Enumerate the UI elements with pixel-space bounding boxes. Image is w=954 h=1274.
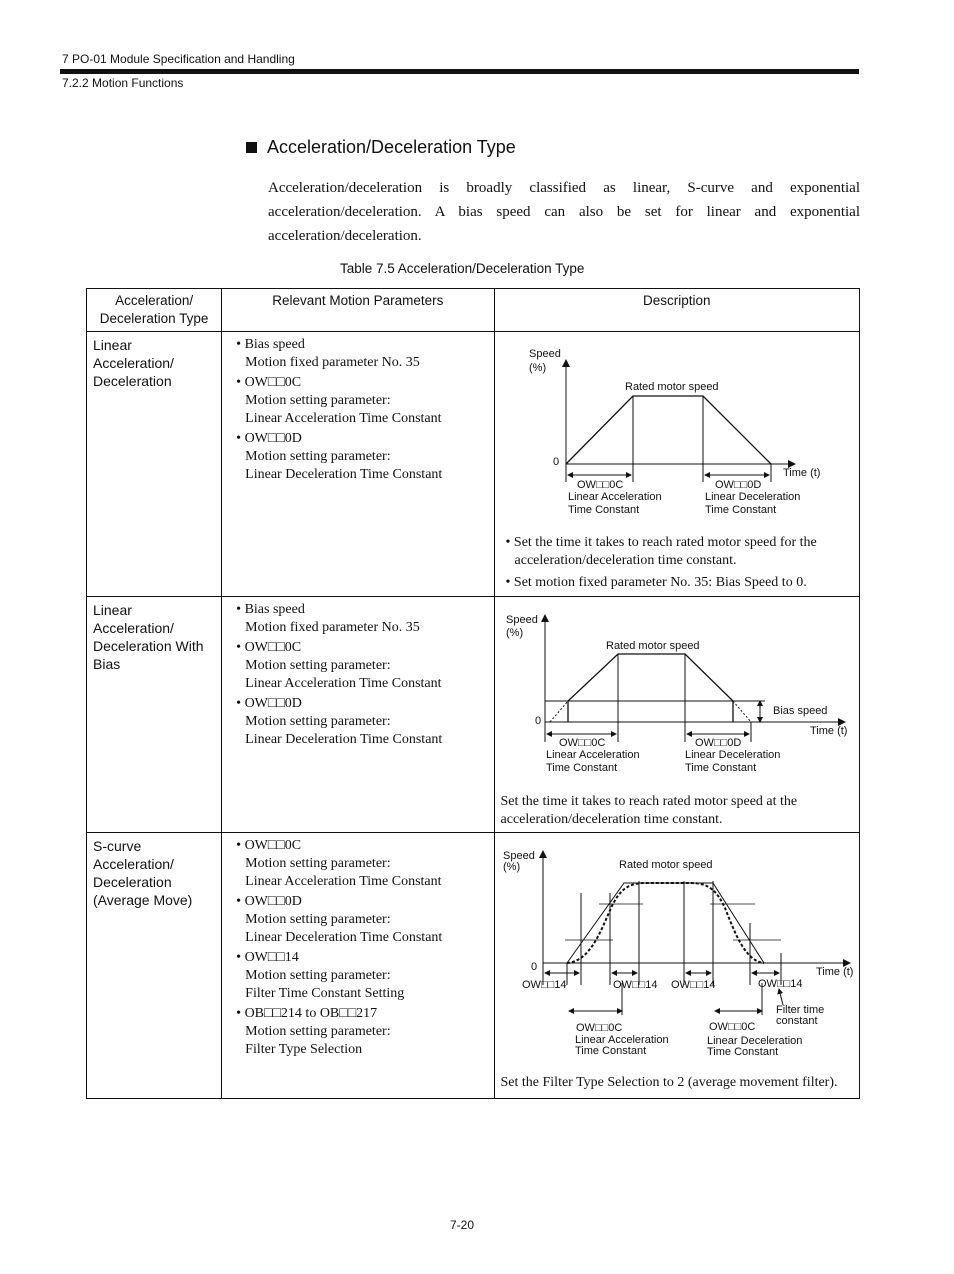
linear-reference bbox=[567, 883, 764, 963]
linear-accel-diagram bbox=[495, 332, 859, 528]
note-item: Set the time it takes to reach rated motor speed at the acceleration/deceleration time constant. bbox=[500, 794, 798, 827]
filter-reg-3: OW□□14 bbox=[670, 979, 715, 991]
linear-bias-diagram bbox=[495, 597, 859, 783]
note-item: • Set the time it takes to reach rated motor speed for the acceleration/deceleration time constant. bbox=[505, 535, 817, 568]
pct-label: (%) bbox=[505, 627, 523, 639]
acc-label: Linear Acceleration bbox=[574, 1034, 669, 1046]
speed-profile bbox=[566, 396, 771, 464]
acc-reg-label: OW□□0C bbox=[575, 1022, 622, 1034]
dec-label: Linear Deceleration bbox=[704, 491, 800, 503]
param-item: • Bias speed Motion fixed parameter No. 35 bbox=[236, 337, 420, 370]
header-desc: Description bbox=[494, 289, 859, 332]
description-cell bbox=[494, 597, 859, 833]
table-row bbox=[87, 833, 860, 1099]
rated-label: Rated motor speed bbox=[605, 640, 700, 652]
pct-label: (%) bbox=[528, 362, 546, 374]
description-cell bbox=[494, 833, 859, 1099]
notes bbox=[495, 783, 859, 829]
acc-label: Linear Acceleration bbox=[567, 491, 662, 503]
param-item: • OW□□0D Motion setting parameter: Linear Deceleration Time Constant bbox=[236, 431, 443, 482]
type-cell: Linear Acceleration/ Deceleration With Bias bbox=[87, 597, 222, 833]
rated-label: Rated motor speed bbox=[624, 381, 719, 393]
chapter-header: 7 PO-01 Module Specification and Handling bbox=[62, 52, 295, 66]
page-number: 7-20 bbox=[450, 1218, 475, 1232]
param-item: • OW□□0D Motion setting parameter: Linear Deceleration Time Constant bbox=[236, 696, 443, 747]
header-type: Acceleration/ Deceleration Type bbox=[87, 289, 222, 332]
intro-paragraph: Acceleration/deceleration is broadly classified as linear, S-curve and exponential acceleration/deceleration. A bias speed can also be set for linear and exponential acceleration/deceleration. bbox=[268, 180, 860, 244]
dec-label2: Time Constant bbox=[704, 504, 776, 516]
s-curve-diagram bbox=[495, 833, 859, 1063]
time-label: Time (t) bbox=[782, 467, 820, 479]
dec-reg-label: OW□□0D bbox=[714, 479, 761, 491]
note-item: Set the Filter Type Selection to 2 (average movement filter). bbox=[500, 1075, 838, 1090]
zero-label: 0 bbox=[552, 456, 559, 468]
param-item: • Bias speed Motion fixed parameter No. 35 bbox=[236, 602, 420, 635]
zero-label: 0 bbox=[534, 715, 541, 727]
acc-label2: Time Constant bbox=[545, 762, 617, 774]
header-params: Relevant Motion Parameters bbox=[222, 289, 494, 332]
type-cell: Linear Acceleration/ Deceleration bbox=[87, 332, 222, 597]
notes bbox=[495, 528, 859, 592]
speed-label: Speed bbox=[502, 850, 535, 862]
filter-reg-2: OW□□14 bbox=[612, 979, 657, 991]
section-header: 7.2.2 Motion Functions bbox=[62, 76, 184, 90]
dec-label2: Time Constant bbox=[706, 1046, 778, 1058]
table-caption: Table 7.5 Acceleration/Deceleration Type bbox=[340, 261, 585, 276]
type-cell: S-curve Acceleration/ Deceleration (Average Move) bbox=[87, 833, 222, 1099]
zero-label: 0 bbox=[530, 961, 537, 973]
table-row bbox=[87, 597, 860, 833]
square-bullet-icon bbox=[246, 142, 257, 153]
speed-profile bbox=[568, 654, 733, 722]
table-row bbox=[87, 332, 860, 597]
params-cell bbox=[222, 332, 494, 597]
dec-reg-label: OW□□0D bbox=[694, 737, 741, 749]
acc-reg-label: OW□□0C bbox=[576, 479, 623, 491]
param-item: • OW□□0C Motion setting parameter: Linear Acceleration Time Constant bbox=[236, 640, 442, 691]
acc-label2: Time Constant bbox=[574, 1045, 646, 1057]
time-label: Time (t) bbox=[809, 725, 847, 737]
section-title-text: Acceleration/Deceleration Type bbox=[267, 137, 516, 157]
section-title bbox=[246, 137, 516, 158]
dec-label: Linear Deceleration bbox=[706, 1035, 802, 1047]
acc-label2: Time Constant bbox=[567, 504, 639, 516]
speed-label: Speed bbox=[505, 614, 538, 626]
pct-label: (%) bbox=[502, 861, 520, 873]
bias-label: Bias speed bbox=[772, 705, 827, 717]
acc-label: Linear Acceleration bbox=[545, 749, 640, 761]
dec-reg-label: OW□□0C bbox=[708, 1021, 755, 1033]
speed-label: Speed bbox=[528, 348, 561, 360]
params-cell bbox=[222, 833, 494, 1099]
param-item: • OB□□214 to OB□□217 Motion setting parameter: Filter Type Selection bbox=[236, 1006, 391, 1057]
filter-time-label2: constant bbox=[775, 1015, 818, 1027]
time-label: Time (t) bbox=[815, 966, 853, 978]
filter-time-label: Filter time bbox=[775, 1004, 824, 1016]
acc-reg-label: OW□□0C bbox=[558, 737, 605, 749]
param-item: • OW□□0C Motion setting parameter: Linear Acceleration Time Constant bbox=[236, 375, 442, 426]
param-item: • OW□□0D Motion setting parameter: Linear Deceleration Time Constant bbox=[236, 894, 443, 945]
rated-label: Rated motor speed bbox=[618, 859, 713, 871]
dec-label2: Time Constant bbox=[684, 762, 756, 774]
notes bbox=[495, 1063, 859, 1092]
acc-dec-table bbox=[86, 288, 860, 1099]
dec-label: Linear Deceleration bbox=[684, 749, 780, 761]
param-item: • OW□□0C Motion setting parameter: Linear Acceleration Time Constant bbox=[236, 838, 442, 889]
note-item: • Set motion fixed parameter No. 35: Bias Speed to 0. bbox=[505, 575, 807, 590]
table-header-row bbox=[87, 289, 860, 332]
param-item: • OW□□14 Motion setting parameter: Filter Time Constant Setting bbox=[236, 950, 405, 1001]
description-cell bbox=[494, 332, 859, 597]
params-cell bbox=[222, 597, 494, 833]
filter-reg-4: OW□□14 bbox=[757, 978, 802, 990]
filter-reg-1: OW□□14 bbox=[521, 979, 566, 991]
s-curve-profile bbox=[567, 883, 764, 963]
header-rule bbox=[60, 69, 859, 74]
